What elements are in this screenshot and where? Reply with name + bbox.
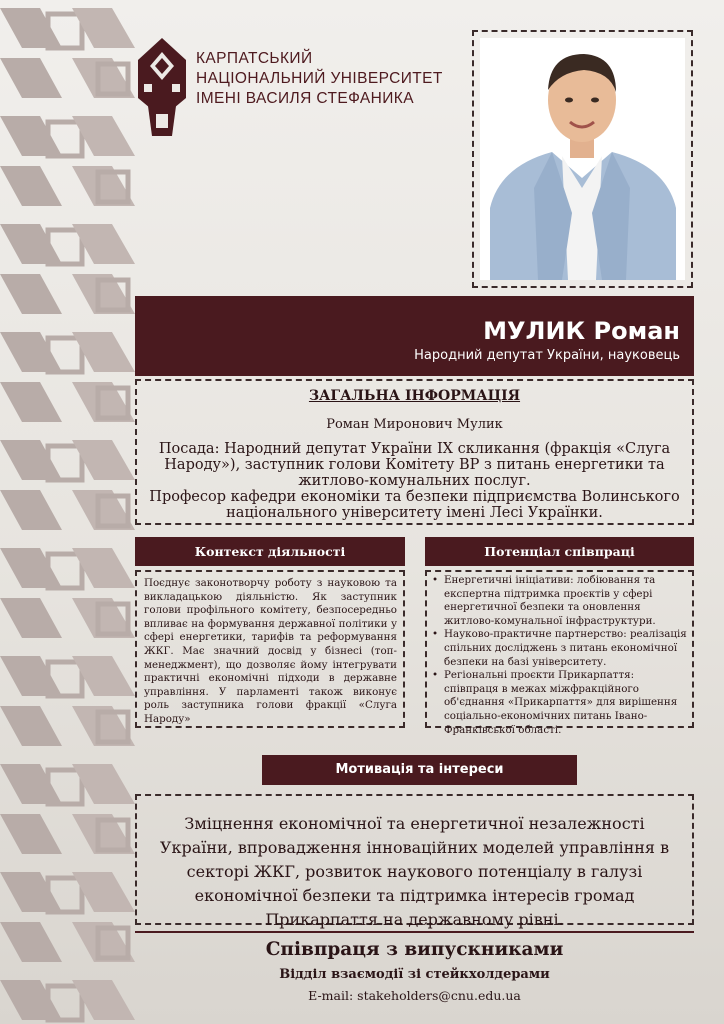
portrait-frame: [472, 30, 693, 288]
full-name: Роман Миронович Мулик: [326, 417, 503, 432]
motivation-box: [135, 794, 694, 929]
motivation-text: Зміцнення економічної та енергетичної незалежності України, впровадження інноваційних моделей управління в секторі ЖКГ, розвиток наукового потенціалу в галузі економічної безпеки та підтримка інтересів громад Прикарпаття на державному рівні.: [159, 814, 670, 929]
general-info-section: [135, 379, 694, 525]
context-text: Поєднує законотворчу роботу з науковою та викладацькою діяльністю. Як заступник голови профільного комітету, безпосередньо впливає на формування державної політики у сфері енергетики, тарифів та реформування ЖКГ. Має значний досвід у бізнесі (топ-менеджмент), що дозволяє йому інтегрувати практичні економічні підходи в державне управління. У парламенті також виконує роль заступника голови фракції «Слуга Народу»: [144, 577, 397, 725]
footer-divider: [135, 931, 694, 933]
footer-email[interactable]: E-mail: stakeholders@cnu.edu.ua: [308, 988, 521, 1003]
portrait-photo: [480, 38, 685, 280]
profile-name-band: [135, 296, 694, 376]
person-portrait-icon: [480, 38, 685, 280]
university-name-line1: КАРПАТСЬКИЙ: [196, 50, 313, 67]
profile-role: Народний депутат України, науковець: [414, 348, 680, 363]
profile-name: МУЛИК Роман: [483, 317, 680, 345]
footer: [135, 937, 694, 1005]
list-item: • Енергетичні ініціативи: лобіювання та експертна підтримка проєктів у сфері енергетичної безпеки та оновлення житлово-комунальної інфраструктури.: [432, 574, 688, 628]
list-item: • Науково-практичне партнерство: реалізація спільних досліджень з питань економічної безпеки на базі університету.: [432, 628, 688, 669]
list-item: • Регіональні проєкти Прикарпаття: співпраця в межах міжфракційного об'єднання «Прикарпаття» для вирішення соціально-економічних питань Івано-Франківської області.: [432, 669, 688, 737]
context-heading: Контекст діяльності: [135, 537, 405, 566]
university-name-line3: ІМЕНІ ВАСИЛЯ СТЕФАНИКА: [196, 90, 414, 107]
footer-title: Співпраця з випускниками: [265, 939, 564, 960]
decorative-ornament: [0, 0, 135, 1024]
profession-text: Професор кафедри економіки та безпеки підприємства Волинського національного університету імені Лесі Українки.: [149, 489, 680, 521]
university-emblem-icon: [138, 38, 186, 136]
cooperation-heading: Потенціал співпраці: [425, 537, 694, 566]
position-text: Посада: Народний депутат України IX скликання (фракція «Слуга Народу»), заступник голови Комітету ВР з питань енергетики та житлово-комунальних послуг.: [158, 441, 671, 489]
motivation-heading: Мотивація та інтереси: [262, 755, 577, 785]
cooperation-list: [432, 574, 688, 737]
cooperation-box: [425, 570, 694, 736]
university-name-line2: НАЦІОНАЛЬНИЙ УНІВЕРСИТЕТ: [196, 70, 443, 87]
context-box: [135, 570, 405, 728]
footer-subtitle: Відділ взаємодії зі стейкхолдерами: [279, 967, 550, 982]
university-name: [196, 49, 443, 109]
general-info-heading: ЗАГАЛЬНА ІНФОРМАЦІЯ: [308, 388, 521, 404]
